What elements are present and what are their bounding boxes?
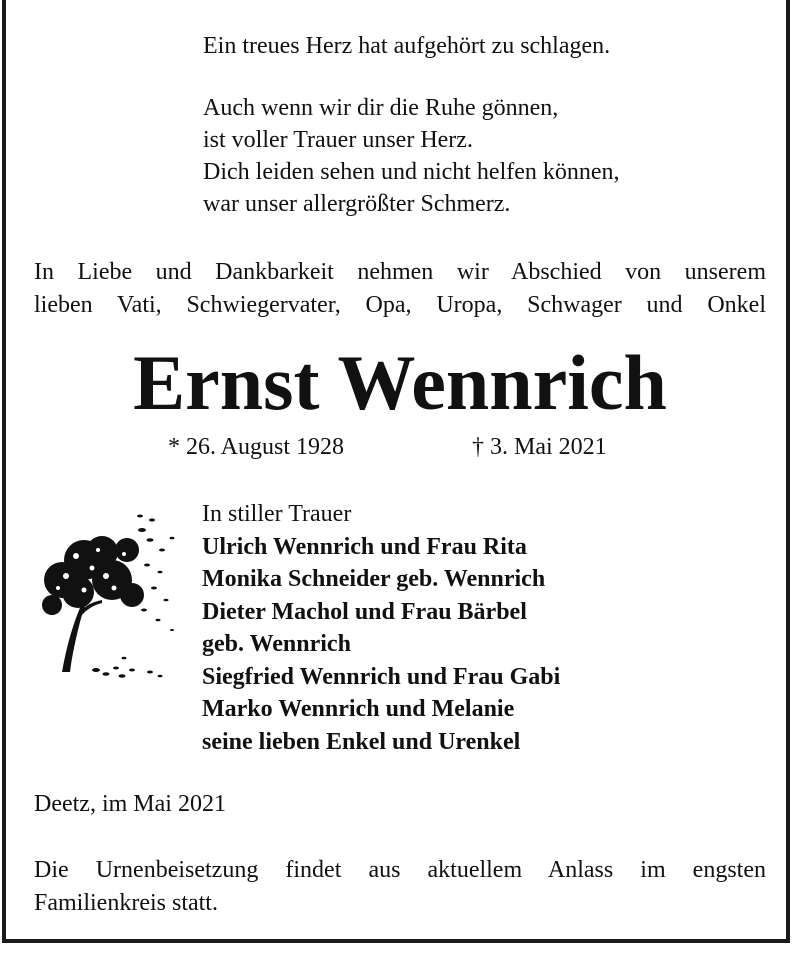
tree-icon [32, 510, 182, 690]
poem-line: Dich leiden sehen und nicht helfen können, [203, 159, 620, 185]
poem-line: ist voller Trauer unser Herz. [203, 127, 473, 153]
poem-line: Ein treues Herz hat aufgehört zu schlagen. [203, 33, 611, 59]
note-line: Die Urnenbeisetzung findet aus aktuellem Anlass im engsten [34, 857, 766, 883]
birth-date: * 26. August 1928 [168, 434, 345, 460]
intro-text [34, 256, 766, 322]
deceased-name: Ernst Wennrich [133, 339, 667, 426]
mourner: seine lieben Enkel und Urenkel [202, 728, 521, 755]
intro-line: In Liebe und Dankbarkeit nehmen wir Abschied von unserem [34, 259, 766, 285]
poem [203, 30, 620, 220]
poem-line: war unser allergrößter Schmerz. [203, 191, 511, 217]
mourners-lead: In stiller Trauer [202, 501, 352, 527]
death-date: † 3. Mai 2021 [472, 434, 607, 460]
mourner: Marko Wennrich und Melanie [202, 696, 515, 722]
mourner: Dieter Machol und Frau Bärbel [202, 598, 527, 625]
note-line: Familienkreis statt. [34, 890, 218, 916]
intro-line: lieben Vati, Schwiegervater, Opa, Uropa, Schwager und Onkel [34, 292, 766, 318]
burial-note [34, 854, 766, 920]
mourner: geb. Wennrich [202, 631, 351, 657]
mourner: Ulrich Wennrich und Frau Rita [202, 533, 527, 560]
mourner: Monika Schneider geb. Wennrich [202, 566, 546, 592]
mourner: Siegfried Wennrich und Frau Gabi [202, 663, 561, 690]
poem-line: Auch wenn wir dir die Ruhe gönnen, [203, 95, 559, 121]
mourners-list [202, 498, 560, 758]
place-date: Deetz, im Mai 2021 [34, 791, 226, 817]
